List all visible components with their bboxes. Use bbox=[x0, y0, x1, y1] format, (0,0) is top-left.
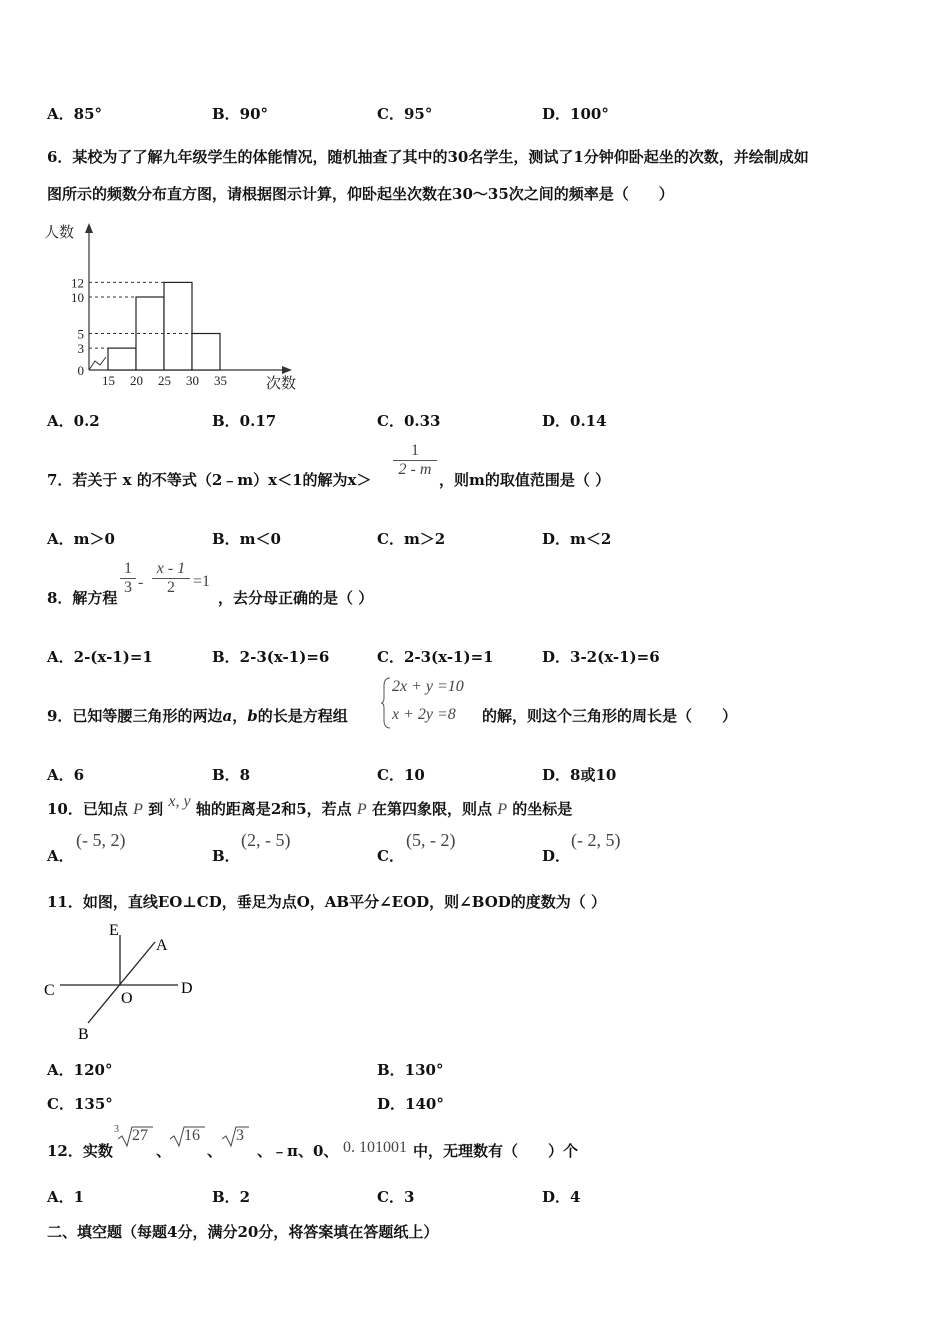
q12-option-d: D．4 bbox=[542, 1188, 581, 1206]
y-axis-label: 人数 bbox=[44, 225, 75, 241]
histogram-chart bbox=[40, 215, 310, 395]
y-tick-5: 5 bbox=[77, 326, 84, 342]
q12-option-c: C．3 bbox=[377, 1188, 415, 1206]
bar-15-20 bbox=[108, 348, 136, 370]
label-e: E bbox=[109, 922, 119, 939]
q10-option-d-value: (- 2, 5) bbox=[571, 830, 621, 850]
q10-point-p-3: P bbox=[497, 801, 507, 818]
q12-text: 12．实数 bbox=[47, 1142, 113, 1160]
q8-text: 8．解方程 bbox=[47, 589, 118, 607]
q12-root3-radicand: 3 bbox=[236, 1127, 244, 1144]
q9-equation-2: x + 2y =8 bbox=[392, 706, 456, 723]
q6-option-c: C．0.33 bbox=[377, 412, 441, 430]
q11-option-a: A．120° bbox=[47, 1061, 113, 1079]
x-tick-30: 30 bbox=[186, 373, 199, 388]
q8-option-a: A．2-(x-1)=1 bbox=[47, 648, 153, 666]
q5-option-c: C．95° bbox=[377, 105, 433, 123]
q5-option-a: A．85° bbox=[47, 105, 103, 123]
q12-root2-radicand: 16 bbox=[184, 1127, 200, 1144]
q10-option-d-label: D． bbox=[542, 847, 571, 865]
q5-option-b: B．90° bbox=[212, 105, 269, 123]
q9-option-c: C．10 bbox=[377, 766, 425, 784]
label-a: A bbox=[156, 937, 168, 954]
q9-brace bbox=[380, 676, 392, 730]
q11-figure bbox=[40, 915, 210, 1045]
q10-to: 到 bbox=[148, 800, 164, 818]
q8-f2-numerator: x - 1 bbox=[156, 560, 186, 577]
q12-root1-radicand: 27 bbox=[132, 1127, 148, 1144]
q6-text-line2: 图所示的频数分布直方图，请根据图示计算，仰卧起坐次数在30～35次之间的频率是（ ） bbox=[47, 185, 674, 203]
q7-option-a: A．m＞0 bbox=[47, 530, 115, 548]
x-axis-label: 次数 bbox=[266, 376, 297, 392]
q6-option-d: D．0.14 bbox=[542, 412, 607, 430]
q9-option-a: A．6 bbox=[47, 766, 85, 784]
q7-frac-numerator: 1 bbox=[411, 442, 419, 459]
q6-option-b: B．0.17 bbox=[212, 412, 277, 430]
q8-equals: =1 bbox=[193, 573, 211, 590]
q7-text-suffix: ，则m的取值范围是（ ） bbox=[439, 471, 611, 489]
q7-text: 7．若关于 x 的不等式（2﹣m）x＜1的解为x＞ bbox=[47, 471, 372, 489]
y-tick-12: 12 bbox=[71, 275, 84, 291]
label-b: B bbox=[78, 1026, 89, 1043]
x-tick-35: 35 bbox=[214, 373, 227, 388]
q5-option-d: D．100° bbox=[542, 105, 609, 123]
q9-var-a: a bbox=[222, 707, 233, 725]
q9-option-b: B．8 bbox=[212, 766, 251, 784]
q7-frac-denominator: 2 - m bbox=[393, 460, 437, 479]
q8-option-c: C．2-3(x-1)=1 bbox=[377, 648, 494, 666]
q9-equation-1: 2x + y =10 bbox=[392, 678, 464, 695]
q10-option-b-value: (2, - 5) bbox=[241, 830, 291, 850]
q7-option-d: D．m＜2 bbox=[542, 530, 612, 548]
q8-f1-numerator: 1 bbox=[124, 560, 132, 577]
q8-minus: - bbox=[138, 574, 144, 591]
q10-option-a-label: A． bbox=[47, 847, 74, 865]
q11-option-c: C．135° bbox=[47, 1095, 113, 1113]
label-o: O bbox=[121, 990, 133, 1007]
q10-option-c-label: C． bbox=[377, 847, 404, 865]
q7-fraction bbox=[393, 442, 437, 479]
q12-root1-index: 3 bbox=[114, 1124, 119, 1135]
q9-var-b: b bbox=[247, 707, 258, 725]
q9-text bbox=[47, 705, 348, 726]
q9-option-d: D．8或10 bbox=[542, 766, 617, 784]
q10-mid: 轴的距离是2和5，若点 bbox=[195, 800, 352, 818]
q8-text-suffix: ，去分母正确的是（ ） bbox=[218, 589, 374, 607]
q6-option-a: A．0.2 bbox=[47, 412, 100, 430]
q10-option-b-label: B． bbox=[212, 847, 240, 865]
line-ab bbox=[88, 942, 155, 1023]
x-tick-25: 25 bbox=[158, 373, 171, 388]
section-2-heading: 二、填空题（每题4分，满分20分，将答案填在答题纸上） bbox=[47, 1223, 439, 1241]
q8-option-b: B．2-3(x-1)=6 bbox=[212, 648, 330, 666]
q12-sep-2: 、 bbox=[207, 1142, 223, 1160]
q10-xy: x, y bbox=[168, 793, 191, 810]
q8-fraction-2 bbox=[152, 560, 190, 597]
q10-suffix: 的坐标是 bbox=[512, 800, 573, 818]
q10-mid2: 在第四象限，则点 bbox=[371, 800, 492, 818]
y-tick-3: 3 bbox=[77, 341, 84, 357]
q11-text: 11．如图，直线EO⊥CD，垂足为点O，AB平分∠EOD，则∠BOD的度数为（ ） bbox=[47, 893, 607, 911]
q8-fraction-1 bbox=[120, 560, 136, 597]
q10-option-c-value: (5, - 2) bbox=[406, 830, 456, 850]
q12-option-a: A．1 bbox=[47, 1188, 85, 1206]
y-tick-10: 10 bbox=[71, 290, 84, 305]
label-d: D bbox=[181, 980, 193, 997]
q9-text-suffix: 的解，则这个三角形的周长是（ ） bbox=[482, 707, 738, 725]
q10-point-p-2: P bbox=[356, 801, 367, 818]
q12-suffix: 中，无理数有（ ）个 bbox=[413, 1142, 579, 1160]
q7-option-b: B．m＜0 bbox=[212, 530, 281, 548]
q8-option-d: D．3-2(x-1)=6 bbox=[542, 648, 660, 666]
bar-25-30 bbox=[164, 282, 192, 370]
q12-tail: 、﹣π、0、 bbox=[257, 1142, 339, 1160]
y-tick-0: 0 bbox=[77, 363, 84, 378]
q11-option-b: B．130° bbox=[377, 1061, 444, 1079]
q9-prefix: 9．已知等腰三角形的两边 bbox=[47, 707, 223, 725]
q10-point-p: P bbox=[133, 801, 143, 818]
q12-sep-1: 、 bbox=[156, 1142, 172, 1160]
x-tick-15: 15 bbox=[102, 373, 115, 388]
q12-number: 0. 101001 bbox=[343, 1139, 407, 1156]
q10-text bbox=[47, 793, 573, 819]
q10-prefix: 10．已知点 bbox=[47, 800, 128, 818]
q9-mid: 的长是方程组 bbox=[257, 707, 348, 725]
q9-sep: ， bbox=[232, 707, 248, 725]
bar-30-35 bbox=[192, 334, 220, 371]
q8-f1-denominator: 3 bbox=[120, 578, 136, 597]
q11-option-d: D．140° bbox=[377, 1095, 444, 1113]
q6-text-line1: 6．某校为了了解九年级学生的体能情况，随机抽查了其中的30名学生，测试了1分钟仰卧起坐的次数，并绘制成如 bbox=[47, 148, 809, 166]
q7-option-c: C．m＞2 bbox=[377, 530, 446, 548]
q10-option-a-value: (- 5, 2) bbox=[76, 830, 126, 850]
q8-f2-denominator: 2 bbox=[152, 578, 190, 597]
q12-option-b: B．2 bbox=[212, 1188, 251, 1206]
label-c: C bbox=[44, 982, 55, 999]
x-tick-20: 20 bbox=[130, 373, 143, 388]
